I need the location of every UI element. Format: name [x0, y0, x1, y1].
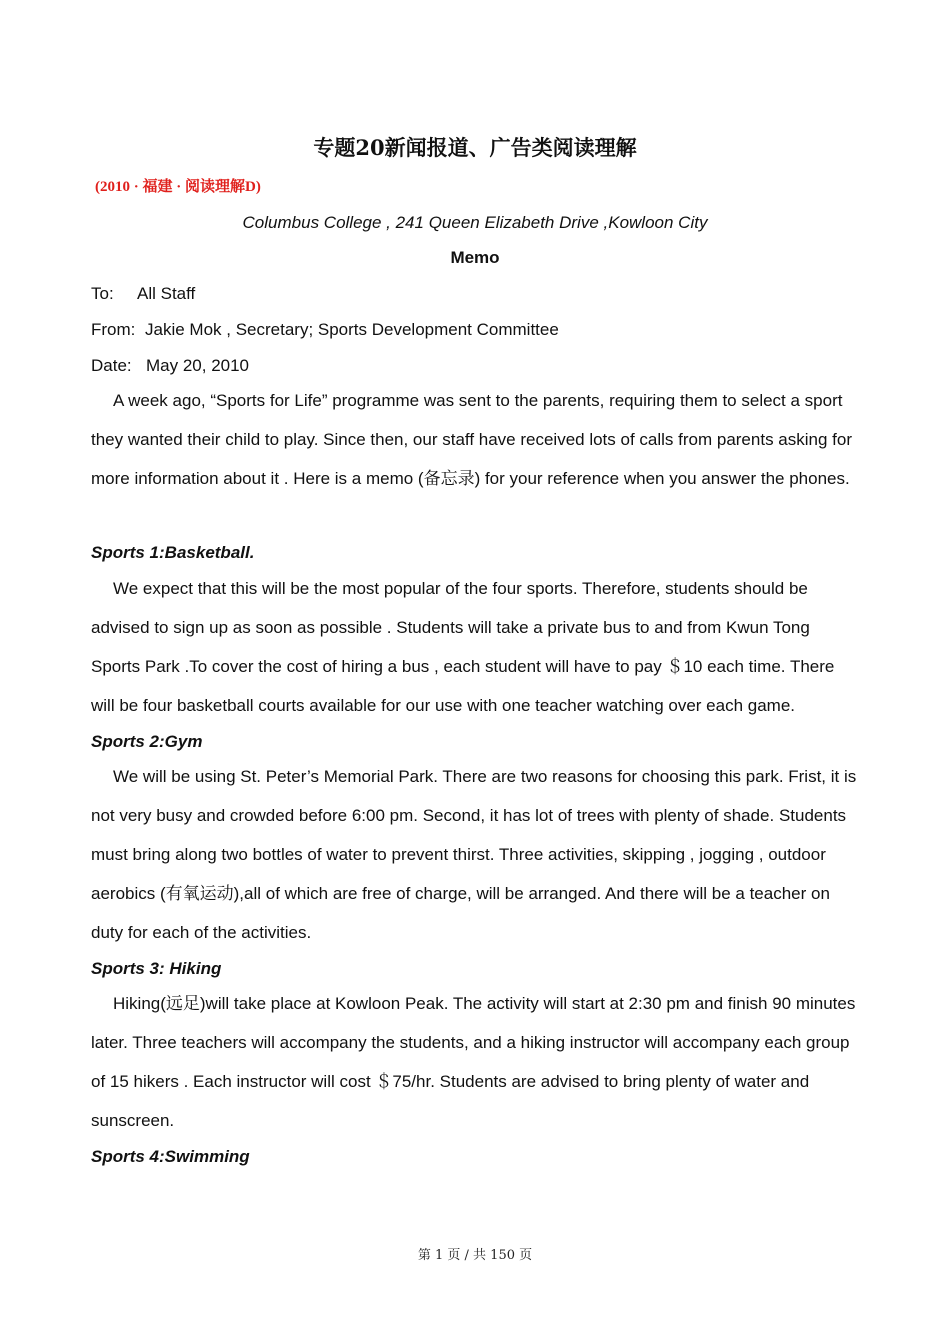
memo-date-line: [91, 353, 249, 379]
page-footer: 第 1 页 / 共 150 页: [417, 1248, 533, 1263]
section-heading-gym: Sports 2:Gym: [91, 732, 203, 751]
section-heading-swimming: Sports 4:Swimming: [91, 1147, 250, 1166]
section-text-basketball: We expect that this will be the most popular of the four sports. Therefore, students should be advised to sign up as soon as possible . Students will take a private bus to and from Kwun Tong Sports Park .To cover the cost of hiring a bus , each student will have to pay ＄10 each time. There will be four basketball courts available for our use with one teacher watching over each game.: [91, 579, 835, 715]
section-heading-hiking: Sports 3: Hiking: [91, 959, 222, 978]
college-address: Columbus College , 241 Queen Elizabeth Drive ,Kowloon City: [242, 213, 708, 232]
memo-to-line: [91, 281, 195, 307]
document-title: 专题20新闻报道、广告类阅读理解: [313, 135, 637, 160]
date-label: Date:: [91, 356, 132, 375]
question-source: (2010 · 福建 · 阅读理解D): [95, 179, 261, 195]
to-value: All Staff: [137, 284, 196, 303]
intro-paragraph: A week ago, “Sports for Life” programme was sent to the parents, requiring them to select a sport they wanted their child to play. Since then, our staff have received lots of calls from parents asking for more information about it . Here is a memo (备忘录) for your reference when you answer the phones.: [91, 391, 852, 488]
from-label: From:: [91, 320, 136, 339]
memo-from-line: [91, 317, 559, 343]
memo-heading: Memo: [450, 248, 500, 267]
from-value: Jakie Mok , Secretary; Sports Development Committee: [145, 320, 559, 339]
section-text-gym: We will be using St. Peter’s Memorial Park. There are two reasons for choosing this park. Frist, it is not very busy and crowded before 6:00 pm. Second, it has lot of trees with plenty of shade. Students must bring along two bottles of water to prevent thirst. Three activities, skipping , jogging , outdoor aerobics (有氧运动),all of which are free of charge, will be arranged. And there will be a teacher on duty for each of the activities.: [91, 767, 857, 942]
date-value: May 20, 2010: [146, 356, 250, 375]
to-label: To:: [91, 284, 114, 303]
section-text-hiking: Hiking(远足)will take place at Kowloon Peak. The activity will start at 2:30 pm and finish 90 minutes later. Three teachers will accompany the students, and a hiking instructor will accompany each group of 15 hikers . Each instructor will cost ＄75/hr. Students are advised to bring plenty of water and sunscreen.: [91, 994, 856, 1130]
section-heading-basketball: Sports 1:Basketball.: [91, 543, 255, 562]
